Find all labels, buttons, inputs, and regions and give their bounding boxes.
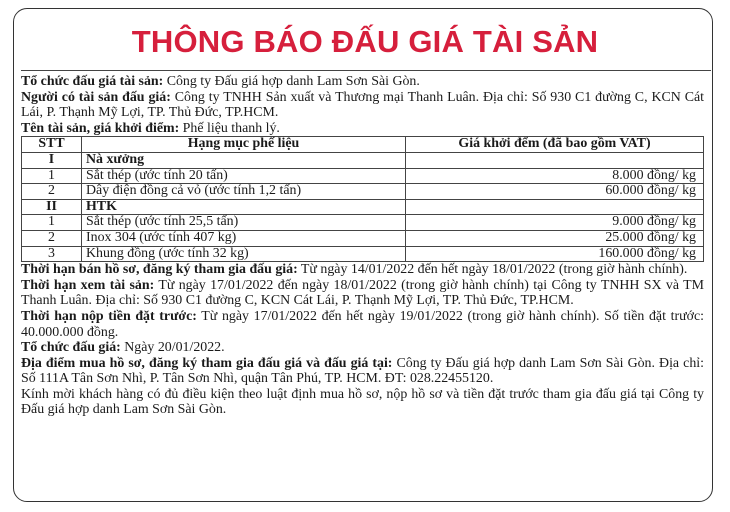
- notice-body: [21, 74, 704, 418]
- owner-value: Công ty TNHH Sản xuất và Thương mại Thanh Luân. Địa chỉ: Số 930 C1 đường C, KCN Cát Lái, P. Thạnh Mỹ Lợi, TP. Thủ Đức, TP.HCM.: [21, 89, 704, 121]
- cell-price: 60.000 đồng/ kg: [406, 184, 704, 200]
- table-row: [22, 230, 704, 246]
- notice-title: THÔNG BÁO ĐẤU GIÁ TÀI SẢN: [131, 24, 599, 59]
- header-price: Giá khởi đểm (đã bao gồm VAT): [406, 137, 704, 153]
- header-item: Hạng mục phế liệu: [82, 137, 406, 153]
- auction-date-label: Tổ chức đấu giá:: [21, 340, 121, 356]
- cell-item: HTK: [82, 199, 406, 215]
- cell-price: 9.000 đồng/ kg: [406, 215, 704, 231]
- cell-item: Nà xưởng: [82, 152, 406, 168]
- cell-stt: 3: [22, 246, 82, 262]
- deposit-period-label: Thời hạn nộp tiền đặt trước:: [21, 308, 197, 324]
- scrap-price-table: [21, 136, 704, 262]
- cell-stt: I: [22, 152, 82, 168]
- cell-stt: 2: [22, 184, 82, 200]
- org-value: Công ty Đấu giá hợp danh Lam Sơn Sài Gòn.: [163, 74, 420, 89]
- asset-line: [21, 121, 704, 137]
- asset-value: Phế liệu thanh lý.: [179, 120, 280, 136]
- view-period-line: [21, 278, 704, 309]
- table-row: [22, 215, 704, 231]
- cell-item: Dây điện đồng cả vỏ (ước tính 1,2 tấn): [82, 184, 406, 200]
- table-row: [22, 184, 704, 200]
- cell-price: [406, 152, 704, 168]
- asset-label: Tên tài sản, giá khởi điểm:: [21, 120, 180, 136]
- owner-line: [21, 90, 704, 121]
- owner-label: Người có tài sản đấu giá:: [21, 89, 171, 105]
- cell-price: 160.000 đồng/ kg: [406, 246, 704, 262]
- cell-stt: 1: [22, 215, 82, 231]
- deposit-period-value: Từ ngày 17/01/2022 đến hết ngày 19/01/2022 (trong giờ hành chính). Số tiền đặt trước: 40.000.000 đồng.: [21, 308, 705, 340]
- auction-date-value: Ngày 20/01/2022.: [120, 340, 225, 356]
- view-period-value: Từ ngày 17/01/2022 đến ngày 18/01/2022 (trong giờ hành chính) tại Công ty TNHH SX và TM Thanh Luân. Địa chỉ: Số 930 C1 đường C, KCN Cát Lái, P. Thạnh Mỹ Lợi, TP. Thủ Đức, TP.HCM.: [21, 277, 704, 309]
- cell-price: [406, 199, 704, 215]
- sale-period-value: Từ ngày 14/01/2022 đến hết ngày 18/01/2022 (trong giờ hành chính).: [297, 262, 688, 278]
- deposit-period-line: [21, 309, 704, 340]
- closing-line: Kính mời khách hàng có đủ điều kiện theo luật định mua hồ sơ, nộp hồ sơ và tiền đặt trước tham gia đấu giá tại Công ty Đấu giá hợp danh Lam Sơn Sài Gòn.: [21, 386, 704, 418]
- cell-item: Sắt thép (ước tính 25,5 tấn): [82, 215, 406, 231]
- table-body: [22, 152, 704, 261]
- cell-item: Khung đồng (ước tính 32 kg): [82, 246, 406, 262]
- header-stt: STT: [22, 137, 82, 153]
- cell-item: Sắt thép (ước tính 20 tấn): [82, 168, 406, 184]
- cell-price: 8.000 đồng/ kg: [406, 168, 704, 184]
- venue-value: Công ty Đấu giá hợp danh Lam Sơn Sài Gòn. Địa chỉ: Số 111A Tân Sơn Nhì, P. Tân Sơn Nhì, quận Tân Phú, TP. HCM. ĐT: 028.22455120.: [21, 355, 704, 387]
- sale-period-label: Thời hạn bán hồ sơ, đăng ký tham gia đấu giá:: [21, 262, 298, 278]
- org-label: Tổ chức đấu giá tài sản:: [21, 74, 164, 89]
- sale-period-line: [21, 262, 704, 278]
- table-group-row: [22, 152, 704, 168]
- venue-line: [21, 356, 704, 387]
- cell-stt: 2: [22, 230, 82, 246]
- venue-label: Địa điểm mua hồ sơ, đăng ký tham gia đấu giá và đấu giá tại:: [21, 355, 393, 371]
- table-group-row: [22, 199, 704, 215]
- org-line: [21, 74, 704, 90]
- cell-stt: 1: [22, 168, 82, 184]
- title-divider: [21, 70, 711, 71]
- table-row: [22, 168, 704, 184]
- cell-item: Inox 304 (ước tính 407 kg): [82, 230, 406, 246]
- auction-date-line: [21, 340, 704, 356]
- view-period-label: Thời hạn xem tài sản:: [21, 277, 155, 293]
- table-header-row: [22, 137, 704, 153]
- cell-price: 25.000 đồng/ kg: [406, 230, 704, 246]
- cell-stt: II: [22, 199, 82, 215]
- table-row: [22, 246, 704, 262]
